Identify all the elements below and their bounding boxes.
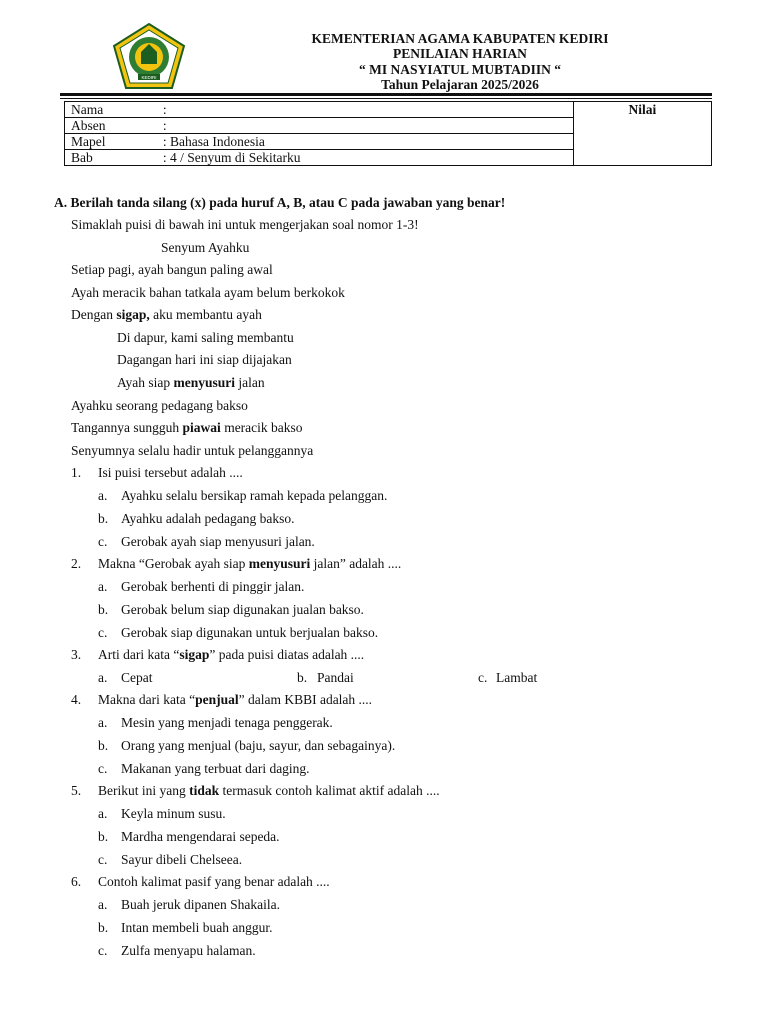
option-letter: a. bbox=[98, 579, 108, 594]
text: Makna “Gerobak ayah siap bbox=[98, 556, 249, 571]
answer-option[interactable]: Buah jeruk dipanen Shakaila. bbox=[121, 897, 280, 912]
info-value: : Bahasa Indonesia bbox=[160, 134, 573, 150]
logo-text: KEDIRI bbox=[141, 75, 157, 80]
poem-line: Ayahku seorang pedagang bakso bbox=[71, 398, 248, 413]
header-assessment: PENILAIAN HARIAN bbox=[393, 46, 527, 62]
answer-option[interactable]: Pandai bbox=[317, 670, 354, 685]
question-number: 5. bbox=[71, 783, 82, 798]
text: Makna dari kata “ bbox=[98, 692, 196, 707]
option-letter: b. bbox=[98, 602, 109, 617]
section-letter: A. bbox=[54, 195, 68, 210]
question-text bbox=[98, 555, 401, 573]
text: ” pada puisi diatas adalah .... bbox=[209, 647, 365, 662]
question-number: 4. bbox=[71, 692, 82, 707]
info-label: Bab bbox=[65, 150, 160, 166]
poem-line: Di dapur, kami saling membantu bbox=[117, 330, 294, 345]
option-letter: b. bbox=[297, 670, 308, 685]
option-letter: a. bbox=[98, 715, 108, 730]
header-rule-thick bbox=[60, 93, 712, 96]
info-value[interactable]: : bbox=[160, 102, 573, 118]
answer-option[interactable]: Keyla minum susu. bbox=[121, 806, 226, 821]
nilai-box[interactable] bbox=[573, 102, 711, 166]
poem-line bbox=[71, 419, 303, 437]
header-rule-thin bbox=[60, 98, 712, 99]
option-letter: b. bbox=[98, 829, 109, 844]
section-instruction: Berilah tanda silang (x) pada huruf A, B, atau C pada jawaban yang benar! bbox=[70, 195, 506, 210]
document-header bbox=[230, 31, 690, 92]
answer-option[interactable]: Gerobak siap digunakan untuk berjualan bakso. bbox=[121, 625, 379, 640]
option-letter: b. bbox=[98, 738, 109, 753]
option-letter: a. bbox=[98, 806, 108, 821]
info-row-nama bbox=[65, 102, 712, 118]
answer-option[interactable]: Orang yang menjual (baju, sayur, dan sebagainya). bbox=[121, 738, 396, 753]
poem-line: Ayah meracik bahan tatkala ayam belum berkokok bbox=[71, 285, 345, 300]
poem-line: Dagangan hari ini siap dijajakan bbox=[117, 352, 292, 367]
question-text: Isi puisi tersebut adalah .... bbox=[98, 465, 243, 480]
bold-word: piawai bbox=[182, 420, 221, 435]
info-value: : 4 / Senyum di Sekitarku bbox=[160, 150, 573, 166]
answer-option[interactable]: Ayahku adalah pedagang bakso. bbox=[121, 511, 295, 526]
poem-intro: Simaklah puisi di bawah ini untuk mengerjakan soal nomor 1-3! bbox=[71, 217, 419, 232]
text: aku membantu ayah bbox=[149, 307, 262, 322]
option-letter: c. bbox=[98, 534, 108, 549]
text: termasuk contoh kalimat aktif adalah .... bbox=[219, 783, 440, 798]
text: Berikut ini yang bbox=[98, 783, 190, 798]
bold-word: menyusuri bbox=[173, 375, 236, 390]
info-label: Nama bbox=[65, 102, 160, 118]
answer-option[interactable]: Cepat bbox=[121, 670, 153, 685]
text: ” dalam KBBI adalah .... bbox=[238, 692, 373, 707]
section-heading bbox=[54, 194, 505, 212]
question-text bbox=[98, 646, 364, 664]
header-year: Tahun Pelajaran 2025/2026 bbox=[381, 76, 539, 92]
option-letter: c. bbox=[98, 761, 108, 776]
answer-option[interactable]: Lambat bbox=[496, 670, 538, 685]
answer-option[interactable]: Makanan yang terbuat dari daging. bbox=[121, 761, 310, 776]
option-letter: c. bbox=[98, 625, 108, 640]
info-value[interactable]: : bbox=[160, 118, 573, 134]
text: Tangannya sungguh bbox=[71, 420, 183, 435]
option-letter: c. bbox=[98, 852, 108, 867]
option-letter: b. bbox=[98, 920, 109, 935]
option-letter: a. bbox=[98, 488, 108, 503]
question-text bbox=[98, 691, 372, 709]
option-letter: a. bbox=[98, 670, 108, 685]
bold-word: menyusuri bbox=[248, 556, 311, 571]
poem-line: Senyumnya selalu hadir untuk pelanggannya bbox=[71, 443, 314, 458]
header-school: “ MI NASYIATUL MUBTADIIN “ bbox=[358, 61, 562, 77]
question-number: 6. bbox=[71, 874, 82, 889]
poem-line bbox=[117, 374, 265, 392]
bold-word: penjual bbox=[195, 692, 239, 707]
answer-option[interactable]: Gerobak ayah siap menyusuri jalan. bbox=[121, 534, 315, 549]
header-ministry: KEMENTERIAN AGAMA KABUPATEN KEDIRI bbox=[311, 31, 609, 46]
option-letter: c. bbox=[478, 670, 488, 685]
text: jalan” adalah .... bbox=[310, 556, 402, 571]
answer-option[interactable]: Intan membeli buah anggur. bbox=[121, 920, 273, 935]
info-label: Absen bbox=[65, 118, 160, 134]
answer-option[interactable]: Gerobak berhenti di pinggir jalan. bbox=[121, 579, 305, 594]
question-text bbox=[98, 782, 440, 800]
option-letter: a. bbox=[98, 897, 108, 912]
answer-option[interactable]: Gerobak belum siap digunakan jualan bakso. bbox=[121, 602, 364, 617]
question-number: 3. bbox=[71, 647, 82, 662]
poem-title: Senyum Ayahku bbox=[161, 240, 250, 255]
bold-word: tidak bbox=[189, 783, 220, 798]
answer-option[interactable]: Mardha mengendarai sepeda. bbox=[121, 829, 280, 844]
info-label: Mapel bbox=[65, 134, 160, 150]
poem-line bbox=[71, 306, 262, 324]
question-text: Contoh kalimat pasif yang benar adalah .... bbox=[98, 874, 330, 889]
question-number: 1. bbox=[71, 465, 82, 480]
text: meracik bakso bbox=[220, 420, 303, 435]
answer-option[interactable]: Mesin yang menjadi tenaga penggerak. bbox=[121, 715, 333, 730]
school-logo bbox=[110, 22, 188, 90]
option-letter: b. bbox=[98, 511, 109, 526]
bold-word: sigap bbox=[179, 647, 210, 662]
text: Arti dari kata “ bbox=[98, 647, 180, 662]
text: Ayah siap bbox=[117, 375, 174, 390]
answer-option[interactable]: Sayur dibeli Chelseea. bbox=[121, 852, 243, 867]
poem-line: Setiap pagi, ayah bangun paling awal bbox=[71, 262, 273, 277]
answer-option[interactable]: Zulfa menyapu halaman. bbox=[121, 943, 256, 958]
text: Dengan bbox=[71, 307, 117, 322]
option-letter: c. bbox=[98, 943, 108, 958]
answer-option[interactable]: Ayahku selalu bersikap ramah kepada pelanggan. bbox=[121, 488, 388, 503]
bold-word: sigap, bbox=[116, 307, 150, 322]
nilai-label: Nilai bbox=[628, 102, 657, 117]
text: jalan bbox=[235, 375, 265, 390]
question-number: 2. bbox=[71, 556, 82, 571]
student-info-table bbox=[64, 101, 712, 166]
